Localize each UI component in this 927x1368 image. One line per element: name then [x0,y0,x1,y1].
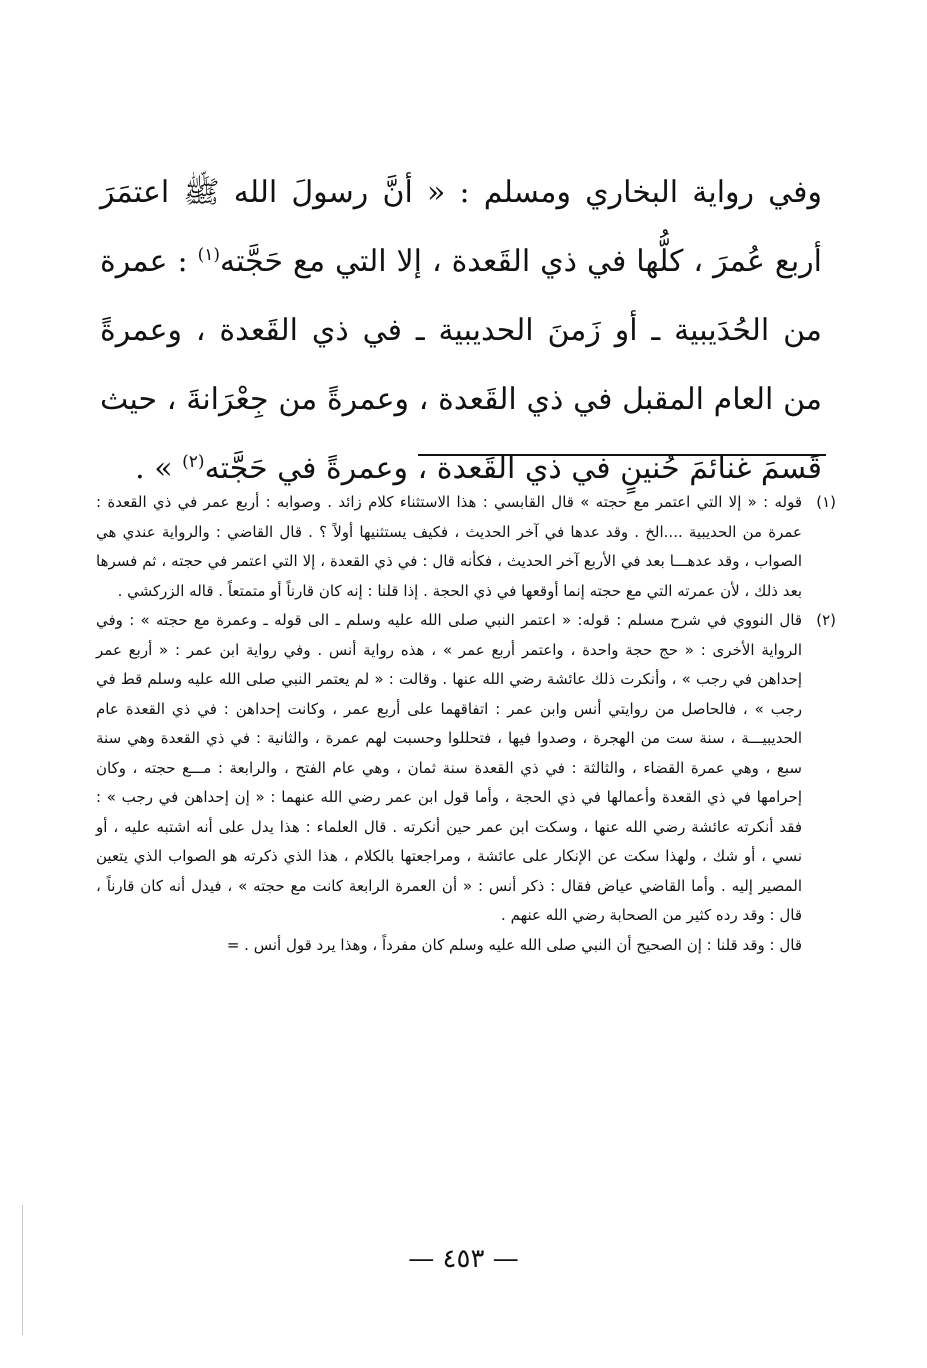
footnote-ref-1[interactable]: (١) [197,245,220,265]
main-text-part-1: وفي رواية البخاري ومسلم : « أنَّ رسولَ الله ﷺ اعتمَرَ أربع عُمرَ ، كلُّها في ذي القَعدة ، إلا التي مع حَجَّته [100,175,822,279]
main-text [100,158,822,503]
footnote-body [96,488,802,606]
footnote-text: قوله : « إلا التي اعتمر مع حجته » قال القابسي : هذا الاستثناء كلام زائد . وصوابه : أربع عمر في ذي القعدة : عمرة من الحديبية ....الخ . وقد عدها في آخر الحديث ، فكيف يستثنيها أولاً ؟ . قال القاضي : والرواية عندي هي الصواب ، وقد عدهـــا بعد في الأربع آخر الحديث ، فكأنه قال : في ذي القعدة ، إلا التي اعتمر في حجته ، ثم فسرها بعد ذلك ، لأن عمرته التي مع حجته إنما أوقعها في ذي الحجة . إذا قلنا : إنه كان قارناً أو متمتعاً . قاله الزركشي . [96,493,802,600]
footnote-2 [96,606,836,960]
footnote-separator [418,454,826,456]
main-text-part-3: » . [135,451,173,486]
footnote-continuation: قال : وقد قلنا : إن الصحيح أن النبي صلى الله عليه وسلم كان مفرداً ، وهذا يرد قول أنس . = [226,935,802,954]
footnote-1 [96,488,836,606]
footnote-text: قال النووي في شرح مسلم : قوله: « اعتمر النبي صلى الله عليه وسلم ـ الى قوله ـ وعمرة مع حجته » : وفي الرواية الأخرى : « حج حجة واحدة ، واعتمر أربع عمر » ، هذه رواية أنس . وفي رواية ابن عمر : « أربع عمر إحداهن في رجب » ، وأنكرت ذلك عائشة رضي الله عنها . وقالت : « لم يعتمر النبي صلى الله عليه وسلم قط في رجب » ، فالحاصل من روايتي أنس وابن عمر : اتفاقهما على أربع عمر ، وكانت إحداهن : في ذي القعدة عام الحديبيـــة ، سنة ست من الهجرة ، وصدوا فيها ، فتحللوا وحسبت لهم عمرة ، والثانية : في ذي القعدة وهي سنة سبع ، وهي عمرة القضاء ، والثالثة : في ذي القعدة سنة ثمان ، وهي عام الفتح ، والرابعة : مـــع حجته ، وكان إحرامها في ذي القعدة وأعمالها في ذي الحجة ، وأما قول ابن عمر رضي الله عنهما : « إن إحداهن في رجب » : فقد أنكرته عائشة رضي الله عنها ، وسكت ابن عمر حين أنكرته . قال العلماء : هذا يدل على أنه اشتبه عليه ، أو نسي ، أو شك ، ولهذا سكت عن الإنكار على عائشة ، ومراجعتها بالكلام ، هذا الذي ذكرته هو الصواب الذي يتعين المصير إليه . وأما القاضي عياض فقال : ذكر أنس : « أن العمرة الرابعة كانت مع حجته » ، فيدل أنه كان قارناً ، قال : وقد رده كثير من الصحابة رضي الله عنهم . [96,611,802,924]
footnote-ref-2[interactable]: (٢) [182,452,205,472]
footnote-body [96,606,802,960]
page-number: — ٤٥٣ — [408,1244,519,1274]
footnote-number: (١) [816,493,836,511]
footnote-number: (٢) [816,611,836,629]
main-text-part-2: : عمرة من الحُدَيبية ـ أو زَمنَ الحديبية ـ في ذي القَعدة ، وعمرةً من العام المقبل في ذي القَعدة ، وعمرةً من جِعْرَانةَ ، حيث قَسمَ غنائمَ حُنينٍ في ذي القَعدة ، وعمرةً في حَجَّته [100,244,822,486]
main-paragraph [100,158,822,503]
footnotes-section [96,488,836,960]
